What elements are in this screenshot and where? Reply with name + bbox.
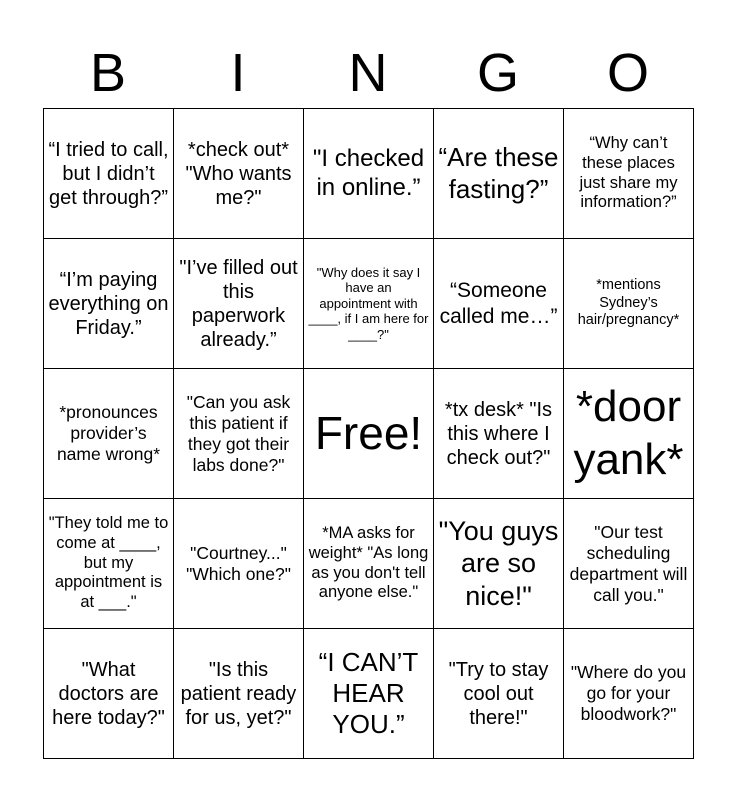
bingo-square[interactable]: “I’m paying everything on Friday.” [44, 239, 174, 369]
bingo-square[interactable]: *tx desk* "Is this where I check out?" [434, 369, 564, 499]
bingo-square[interactable]: "Try to stay cool out there!" [434, 629, 564, 759]
free-square[interactable]: Free! [304, 369, 434, 499]
bingo-header [43, 38, 693, 108]
bingo-square[interactable]: "Courtney..." "Which one?" [174, 499, 304, 629]
bingo-square[interactable]: “Someone called me…” [434, 239, 564, 369]
bingo-square[interactable]: *pronounces provider’s name wrong* [44, 369, 174, 499]
bingo-square[interactable]: *mentions Sydney’s hair/pregnancy* [564, 239, 694, 369]
board-row [44, 239, 694, 369]
bingo-square[interactable]: "Where do you go for your bloodwork?" [564, 629, 694, 759]
bingo-board [43, 108, 694, 759]
header-letter-b: B [89, 43, 127, 103]
bingo-square[interactable]: "Why does it say I have an appointment with ____, if I am here for ____?" [304, 239, 434, 369]
header-letter-i: I [230, 43, 246, 103]
bingo-square[interactable]: “Why can’t these places just share my information?” [564, 109, 694, 239]
header-letter-g: G [476, 43, 519, 103]
bingo-square[interactable]: “Are these fasting?” [434, 109, 564, 239]
bingo-square[interactable]: "I checked in online.” [304, 109, 434, 239]
bingo-square[interactable]: "Our test scheduling department will call you." [564, 499, 694, 629]
board-row [44, 499, 694, 629]
bingo-square[interactable]: *door yank* [564, 369, 694, 499]
bingo-square[interactable]: "They told me to come at ____, but my appointment is at ___." [44, 499, 174, 629]
board-row [44, 109, 694, 239]
bingo-square[interactable]: "I’ve filled out this paperwork already.” [174, 239, 304, 369]
header-letter-o: O [606, 43, 649, 103]
board-row [44, 369, 694, 499]
bingo-square[interactable]: “I tried to call, but I didn’t get through?” [44, 109, 174, 239]
bingo-square[interactable]: *MA asks for weight* "As long as you don't tell anyone else." [304, 499, 434, 629]
bingo-square[interactable]: "Can you ask this patient if they got their labs done?" [174, 369, 304, 499]
bingo-square[interactable]: "You guys are so nice!" [434, 499, 564, 629]
board-row [44, 629, 694, 759]
bingo-square[interactable]: "Is this patient ready for us, yet?" [174, 629, 304, 759]
bingo-square[interactable]: "What doctors are here today?" [44, 629, 174, 759]
bingo-square[interactable]: *check out* "Who wants me?" [174, 109, 304, 239]
header-letter-n: N [348, 43, 388, 103]
bingo-square[interactable]: “I CAN’T HEAR YOU.” [304, 629, 434, 759]
